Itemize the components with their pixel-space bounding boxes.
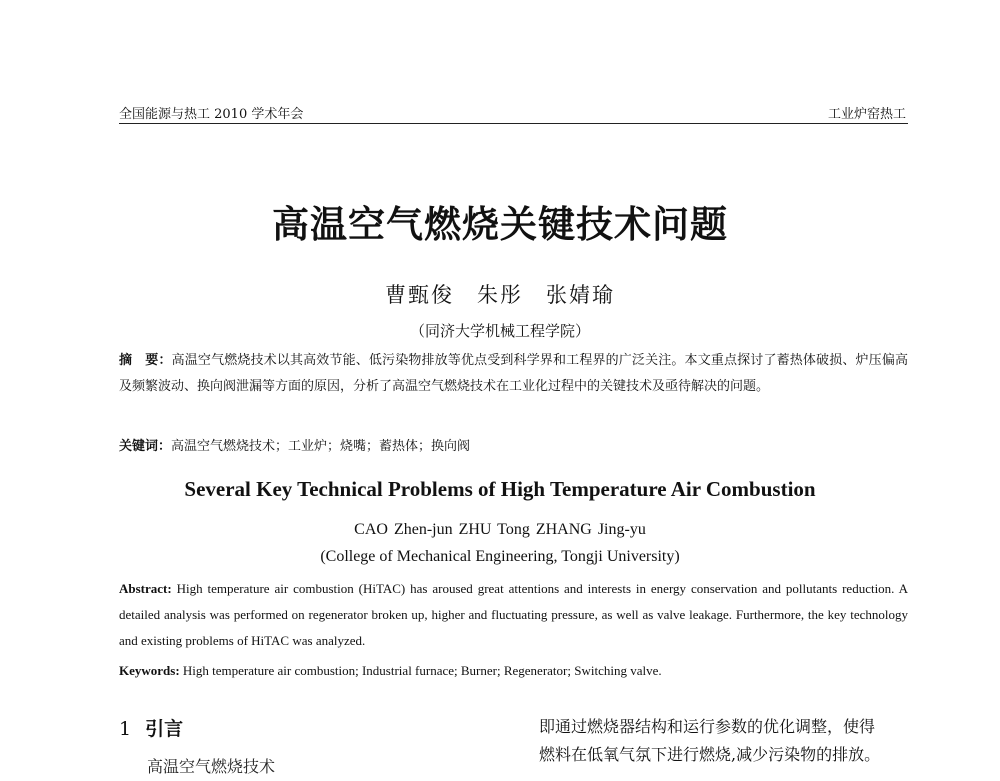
authors-en: CAO Zhen-jun ZHU Tong ZHANG Jing-yu bbox=[354, 521, 646, 538]
body-line: 即通过燃烧器结构和运行参数的优化调整，使得 bbox=[539, 717, 876, 736]
section-title: 引言 bbox=[145, 718, 184, 740]
keywords-cn-label: 关键词： bbox=[119, 439, 172, 454]
body-line: 燃料在低氧气氛下进行燃烧,减少污染物的排放。 bbox=[539, 745, 881, 764]
abstract-cn-text: 高温空气燃烧技术以其高效节能、低污染物排放等优点受到科学界和工程界的广泛关注。本文重点探讨了蓄热体破损、炉压偏高及频繁波动、换向阀泄漏等方面的原因，分析了高温空气燃烧技术在工业化过程中的关键技术及亟待解决的问题。 bbox=[119, 353, 908, 394]
body-column-right bbox=[539, 713, 908, 769]
abstract-en bbox=[119, 576, 908, 654]
abstract-cn-label: 摘 要： bbox=[119, 353, 172, 368]
body-column-left: 高温空气燃烧技术 bbox=[147, 757, 276, 776]
abstract-en-text: High temperature air combustion (HiTAC) has aroused great attentions and interests in energy conservation and pollutants reduction. A detailed analysis was performed on regenerator broken up, higher and fluctuating pressure, as well as valve leakage. Furthermore, the key technology and existing problems of HiTAC was analyzed. bbox=[119, 581, 908, 648]
affiliation-cn: （同济大学机械工程学院） bbox=[409, 322, 590, 340]
keywords-cn bbox=[119, 437, 908, 457]
keywords-en-label: Keywords: bbox=[119, 663, 180, 678]
keywords-en-text: High temperature air combustion; Industrial furnace; Burner; Regenerator; Switching valve. bbox=[179, 663, 662, 678]
header-conference: 全国能源与热工 2010 学术年会 bbox=[119, 107, 304, 122]
authors-cn: 曹甄俊 朱彤 张婧瑜 bbox=[385, 283, 615, 307]
paper-title-cn: 高温空气燃烧关键技术问题 bbox=[272, 202, 728, 246]
keywords-en bbox=[119, 661, 908, 681]
paper-title-en: Several Key Technical Problems of High Temperature Air Combustion bbox=[184, 477, 816, 501]
abstract-cn bbox=[119, 348, 908, 400]
section-heading-introduction bbox=[119, 714, 183, 741]
keywords-cn-text: 高温空气燃烧技术；工业炉；烧嘴；蓄热体；换向阀 bbox=[171, 439, 471, 454]
section-number: 1 bbox=[119, 718, 132, 740]
running-header bbox=[119, 101, 908, 124]
header-section: 工业炉窑热工 bbox=[827, 107, 906, 122]
abstract-en-label: Abstract: bbox=[119, 581, 172, 596]
affiliation-en: (College of Mechanical Engineering, Tongji University) bbox=[320, 548, 680, 565]
